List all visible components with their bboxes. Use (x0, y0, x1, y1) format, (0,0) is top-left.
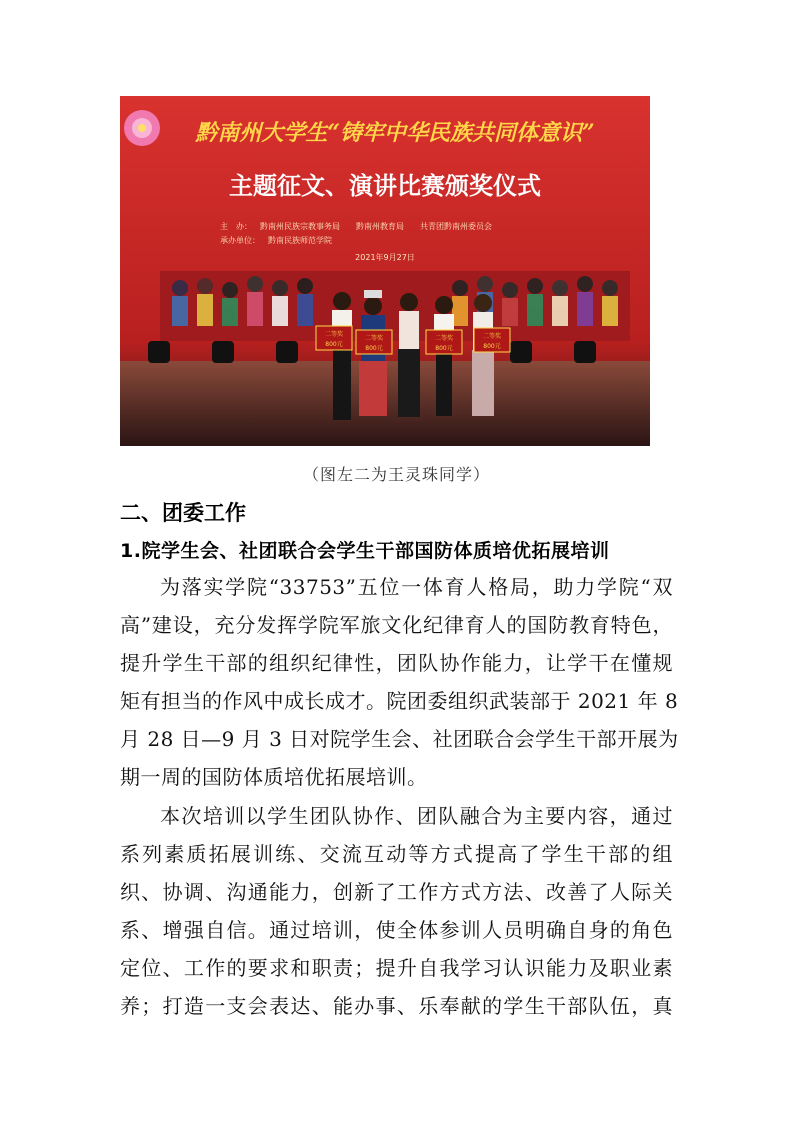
award-board-title: 二等奖 (434, 335, 454, 342)
banner-line1: 黔南州大学生“铸牢中华民族共同体意识” (195, 120, 595, 146)
organizer-label: 主 办： (220, 222, 252, 231)
award-board-title: 二等奖 (482, 333, 502, 340)
sub-heading: 1.院学生会、社团联合会学生干部国防体质培优拓展培训 (120, 540, 610, 562)
award-board-amount: 800元 (435, 345, 453, 352)
award-board-title: 二等奖 (324, 331, 344, 338)
photo-illustration (120, 96, 650, 446)
co-organizer-label: 承办单位： (220, 236, 260, 245)
award-board-amount: 800元 (483, 343, 501, 350)
paragraph-line: 提升学生干部的组织纪律性，团队协作能力，让学干在懂规 (120, 651, 673, 675)
photo-caption: （图左二为王灵珠同学） (302, 465, 490, 484)
paragraph-line: 织、协调、沟通能力，创新了工作方式方法、改善了人际关 (120, 880, 673, 904)
co-organizer: 黔南民族师范学院 (268, 236, 332, 245)
paragraph-line: 系、增强自信。通过培训，使全体参训人员明确自身的角色 (120, 918, 673, 942)
banner-line2: 主题征文、演讲比赛颁奖仪式 (229, 172, 541, 200)
award-board-amount: 800元 (325, 341, 343, 348)
award-board-amount: 800元 (365, 345, 383, 352)
paragraph-line: 期一周的国防体质培优拓展培训。 (120, 765, 428, 789)
award-ceremony-photo (120, 96, 650, 446)
paragraph-line: 系列素质拓展训练、交流互动等方式提高了学生干部的组 (120, 842, 673, 866)
flower-logo-icon (124, 110, 160, 146)
paragraph-line: 本次培训以学生团队协作、团队融合为主要内容，通过 (160, 804, 673, 828)
section-heading: 二、团委工作 (120, 501, 246, 525)
paragraph-line: 定位、工作的要求和职责；提升自我学习认识能力及职业素 (120, 956, 673, 980)
ceremony-date: 2021年9月27日 (355, 253, 415, 262)
paragraph-line: 月 28 日—9 月 3 日对院学生会、社团联合会学生干部开展为 (120, 727, 679, 751)
paragraph-line: 为落实学院“33753”五位一体育人格局，助力学院“双 (160, 575, 673, 599)
organizers: 黔南州民族宗教事务局 黔南州教育局 共青团黔南州委员会 (260, 222, 492, 231)
paragraph-line: 矩有担当的作风中成长成才。院团委组织武装部于 2021 年 8 (120, 689, 679, 713)
paragraph-line: 高”建设，充分发挥学院军旅文化纪律育人的国防教育特色， (120, 613, 673, 637)
award-board-title: 二等奖 (364, 335, 384, 342)
paragraph-line: 养；打造一支会表达、能办事、乐奉献的学生干部队伍，真 (120, 994, 673, 1018)
ethnic-crowd-illustration (160, 271, 630, 341)
